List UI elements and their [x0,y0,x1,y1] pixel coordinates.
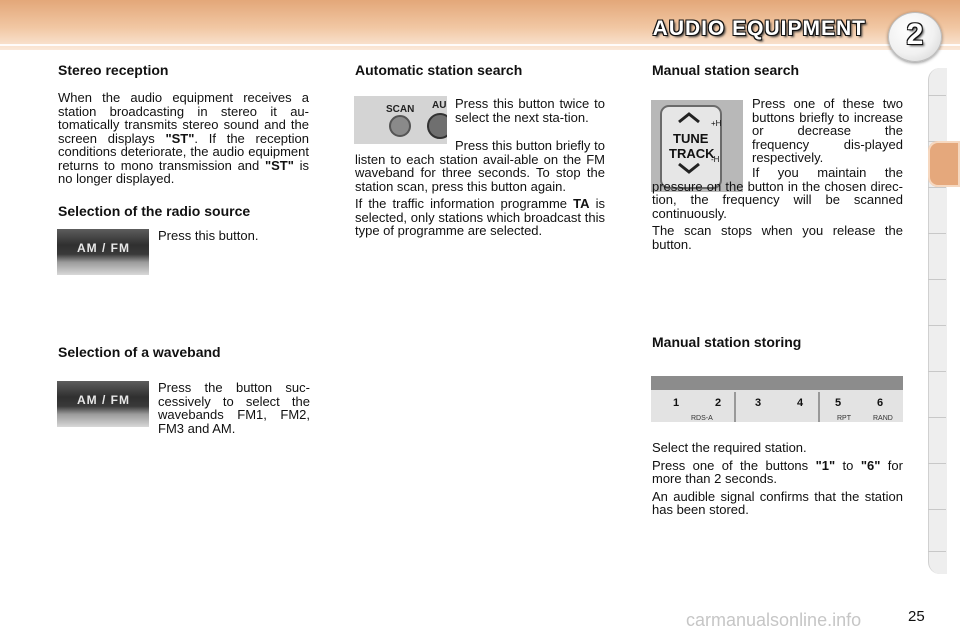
tab-divider [928,233,946,234]
preset-sub-rand: RAND [873,415,893,422]
stereo-text-1: When the audio equipment receives a station broadcasting in stereo it au-tomatically transmits stereo sound and the screen displays [58,90,309,146]
radio-source-text [158,229,310,247]
preset-1: 1 [673,397,680,409]
scan-label: SCAN [386,104,415,115]
stereo-reception-text [58,91,309,190]
preset-4: 4 [797,397,804,409]
preset-sub-rds: RDS-A [691,415,713,422]
tab-divider [928,509,946,510]
manual-search-p3: The scan stops when you release the button. [652,223,903,252]
header-divider [0,44,960,46]
preset-3: 3 [755,397,762,409]
radio-source-heading: Selection of the radio source [58,203,251,219]
waveband-text [158,381,310,439]
automatic-search-text-a [455,97,605,128]
manual-search-text-a [752,97,903,169]
waveband-instruction: Press the button suc-cessively to select the wavebands FM1, FM2, FM3 and AM. [158,380,310,436]
stereo-reception-heading: Stereo reception [58,62,169,78]
waveband-heading: Selection of a waveband [58,344,221,360]
button-6-label: "6" [860,457,881,473]
tab-divider [928,371,946,372]
plus-h-label: +H [711,119,722,128]
preset-buttons-strip [651,376,903,422]
storing-text-3: for more than 2 seconds. [652,457,903,486]
storing-p1: Select the required station. [652,440,807,455]
manual-search-heading: Manual station search [652,62,800,78]
radio-source-instruction: Press this button. [158,228,259,243]
minus-h-label: -H [711,155,720,164]
am-fm-button-photo [57,229,149,275]
preset-5: 5 [835,397,842,409]
manual-storing-heading: Manual station storing [652,334,802,350]
tab-divider [928,95,946,96]
manual-search-p2: If you maintain the pressure on the button in the chosen direc-tion, the frequency will be scanned continuously. [652,165,903,221]
ta-label: TA [573,196,590,211]
storing-p2 [652,459,903,486]
watermark: carmanualsonline.info [686,610,862,630]
am-fm-label: AM / FM [77,241,130,255]
am-fm-label: AM / FM [77,393,130,407]
tab-divider [928,417,946,418]
manual-search-p1: Press one of these two buttons briefly to increase or decrease the frequency dis-played respectively. [752,96,903,165]
storing-text-2: to [835,457,861,473]
au-label: AU [432,100,447,111]
preset-2: 2 [715,397,722,409]
preset-buttons-photo [651,376,903,422]
storing-text-1: Press one of the buttons [652,457,816,473]
tab-divider [928,551,946,552]
storing-p3: An audible signal confirms that the station has been stored. [652,488,903,517]
automatic-search-p1: Press this button twice to select the next sta-tion. [455,96,605,125]
page-number: 25 [908,608,925,625]
page-title: AUDIO EQUIPMENT [652,17,866,40]
preset-6: 6 [877,397,884,409]
am-fm-button-photo-2 [57,381,149,427]
stereo-text-3: is no longer displayed. [58,157,309,186]
ta-text-2: is selected, only stations which broadcast this type of programme are selected. [355,196,605,238]
ta-text-1: If the traffic information programme [355,196,574,211]
st-label: "ST" [264,157,294,173]
stereo-text-2: . If the reception conditions deteriorate, the audio equipment returns to mono transmission and [58,130,309,173]
scan-button-icon [354,96,447,144]
chapter-number: 2 [906,18,924,51]
automatic-search-p2: Press this button briefly to listen to each station avail-able on the FM waveband for three seconds. To stop the station scan, press this button again. [355,138,605,194]
tab-divider [928,279,946,280]
chapter-tab-active[interactable] [928,141,960,187]
tune-label: TUNE [673,131,709,146]
chapter-badge [888,12,942,62]
track-label: TRACK [669,146,715,161]
st-label: "ST" [165,130,195,146]
scan-button-photo [354,96,447,144]
preset-sub-rpt: RPT [837,415,851,422]
automatic-search-heading: Automatic station search [355,62,523,78]
manual-storing-text [652,441,903,521]
manual-search-text-b [652,166,903,255]
tab-divider [928,187,946,188]
tab-divider [928,463,946,464]
tab-divider [928,325,946,326]
button-1-label: "1" [815,457,836,473]
automatic-search-text-b [355,139,605,242]
automatic-search-p3 [355,197,605,238]
